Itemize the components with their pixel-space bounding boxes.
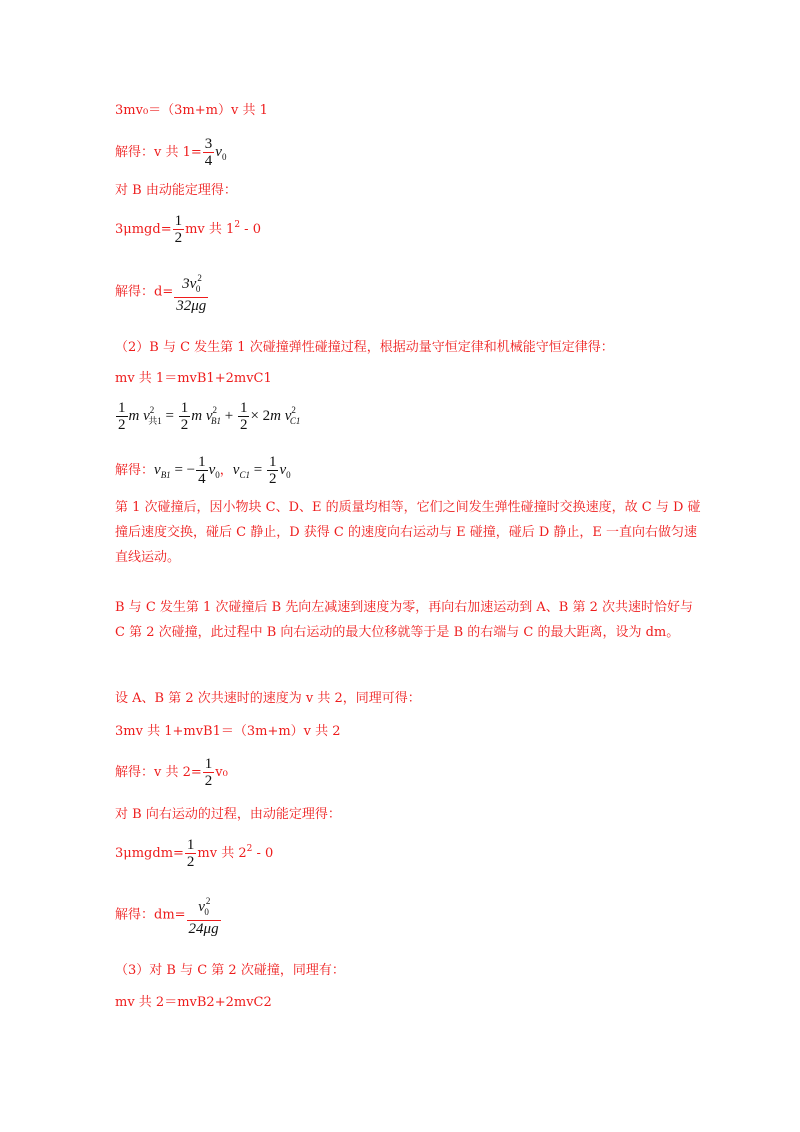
superscript-two: 2 xyxy=(197,273,202,283)
equation-tail: - 0 xyxy=(240,222,261,237)
fraction-half-1: $\frac{1}{2}$ xyxy=(118,400,126,433)
solution-prefix: 解得： xyxy=(115,462,155,478)
energy-equation-2 xyxy=(115,837,273,870)
heading-text: （2）B 与 C 发生第 1 次碰撞弹性碰撞过程，根据动量守恒定律和机械能守恒定律得： xyxy=(115,340,614,355)
equation-text: 3mv 共 1+mvB1＝（3m+m）v 共 2 xyxy=(115,724,341,739)
heading-text: 对 B 由动能定理得： xyxy=(115,183,237,198)
equation-text: mv 共 2＝mvB2+2mvC2 xyxy=(115,995,272,1010)
fraction-v0sq-24mug xyxy=(187,893,221,937)
fraction-numerator: 1 xyxy=(204,756,213,772)
fraction-denominator: 2 xyxy=(204,773,213,789)
numerator-text: v xyxy=(198,899,205,915)
fraction-1-2: $\frac{1}{2}$ xyxy=(268,454,277,487)
kinetic-theorem-heading-1 xyxy=(115,184,237,197)
part-3-heading xyxy=(115,964,345,977)
energy-equation-1 xyxy=(115,213,261,246)
solution-prefix: 解得：dm= xyxy=(115,907,186,923)
paragraph-collision-exchange: 第 1 次碰撞后，因小物块 C、D、E 的质量均相等，它们之间发生弹性碰撞时交换速度，故 C 与 D 碰撞后速度交换，碰后 C 静止，D 获得 C 的速度向右运动与 E 碰撞，碰后 D 静止，E 一直向右做匀速直线运动。 xyxy=(115,500,701,565)
part-2-heading xyxy=(115,341,614,354)
superscript-two: 2 xyxy=(205,896,211,906)
fraction-numerator: 1 xyxy=(186,837,195,853)
fraction-denominator: 32μg xyxy=(176,298,207,314)
fraction-1-2 xyxy=(185,837,197,870)
solution-d xyxy=(115,270,209,314)
variable-v: v xyxy=(215,144,222,160)
equation-momentum-1 xyxy=(115,104,268,117)
solution-prefix: 解得：d= xyxy=(115,284,174,300)
fraction-1-2 xyxy=(173,213,185,246)
fraction-half-3: $\frac{1}{2}$ xyxy=(239,400,248,433)
fraction-1-2 xyxy=(203,756,215,789)
assume-v-common-2 xyxy=(115,692,421,705)
solution-v-common-1 xyxy=(115,136,226,169)
equation-suffix: mv 共 1 xyxy=(185,222,235,237)
equation-prefix: 3μmgd= xyxy=(115,222,172,237)
equation-prefix: 3μmgdm= xyxy=(115,846,184,861)
subscript-zero: 0 xyxy=(204,907,209,917)
fraction-half-2: $\frac{1}{2}$ xyxy=(180,400,189,433)
equation-momentum-2 xyxy=(115,372,272,385)
equation-text: mv 共 1＝mvB1+2mvC1 xyxy=(115,371,272,386)
heading-text: 设 A、B 第 2 次共速时的速度为 v 共 2，同理可得： xyxy=(115,691,421,706)
solution-prefix: 解得：v 共 1= xyxy=(115,145,202,160)
paragraph-max-distance: B 与 C 发生第 1 次碰撞后 B 先向左减速到速度为零，再向右加速运动到 A、B 第 2 次共速时恰好与 C 第 2 次碰撞，此过程中 B 向右运动的最大位移就等于是 B 的右端与 C 的最大距离，设为 dm。 xyxy=(115,600,693,640)
fraction-numerator: 3 xyxy=(204,136,213,152)
fraction-3v0sq-32mug xyxy=(174,270,208,314)
superscript-two: 2 xyxy=(246,844,253,854)
equation-text: 3mv₀＝（3m+m）v 共 1 xyxy=(115,103,268,118)
fraction-1-4: $\frac{1}{4}$ xyxy=(198,454,206,487)
kinetic-theorem-heading-2 xyxy=(115,808,341,821)
solution-dm xyxy=(115,893,222,937)
fraction-numerator xyxy=(174,270,208,298)
equation-momentum-4 xyxy=(115,996,272,1009)
equation-suffix: mv 共 2 xyxy=(197,846,247,861)
heading-text: （3）对 B 与 C 第 2 次碰撞，同理有： xyxy=(115,963,345,978)
fraction-denominator: 2 xyxy=(186,854,195,870)
fraction-denominator: 24μg xyxy=(188,921,219,937)
solution-prefix: 解得：v 共 2= xyxy=(115,765,202,780)
superscript-two: 2 xyxy=(234,220,241,230)
fraction-denominator: 2 xyxy=(174,230,183,246)
solution-v-common-2 xyxy=(115,756,228,789)
fraction-numerator xyxy=(187,893,221,921)
numerator-text: 3v xyxy=(182,276,197,292)
heading-text: 对 B 向右运动的过程，由动能定理得： xyxy=(115,807,341,822)
solution-velocities-1: 解得：$v_{B1}$ = − $\frac{1}{4}$ $v_0$，$v_{C1}$ = $\frac{1}{2}$ $v_0$ xyxy=(115,454,291,487)
fraction-numerator: 1 xyxy=(174,213,183,229)
fraction-3-4 xyxy=(203,136,215,169)
solution-suffix: v₀ xyxy=(215,765,228,780)
equation-tail: - 0 xyxy=(252,846,274,861)
subscript-zero: 0 xyxy=(195,284,201,294)
fraction-denominator: 4 xyxy=(204,153,213,169)
equation-momentum-3 xyxy=(115,725,341,738)
subscript-zero: 0 xyxy=(221,152,227,162)
equation-energy-conservation: $\frac{1}{2}$ m $v^2_{共1}$ = $\frac{1}{2}$ m $v^2_{B1}$ + $\frac{1}{2}$ × 2m $v^2_{C1}$ xyxy=(118,400,301,433)
